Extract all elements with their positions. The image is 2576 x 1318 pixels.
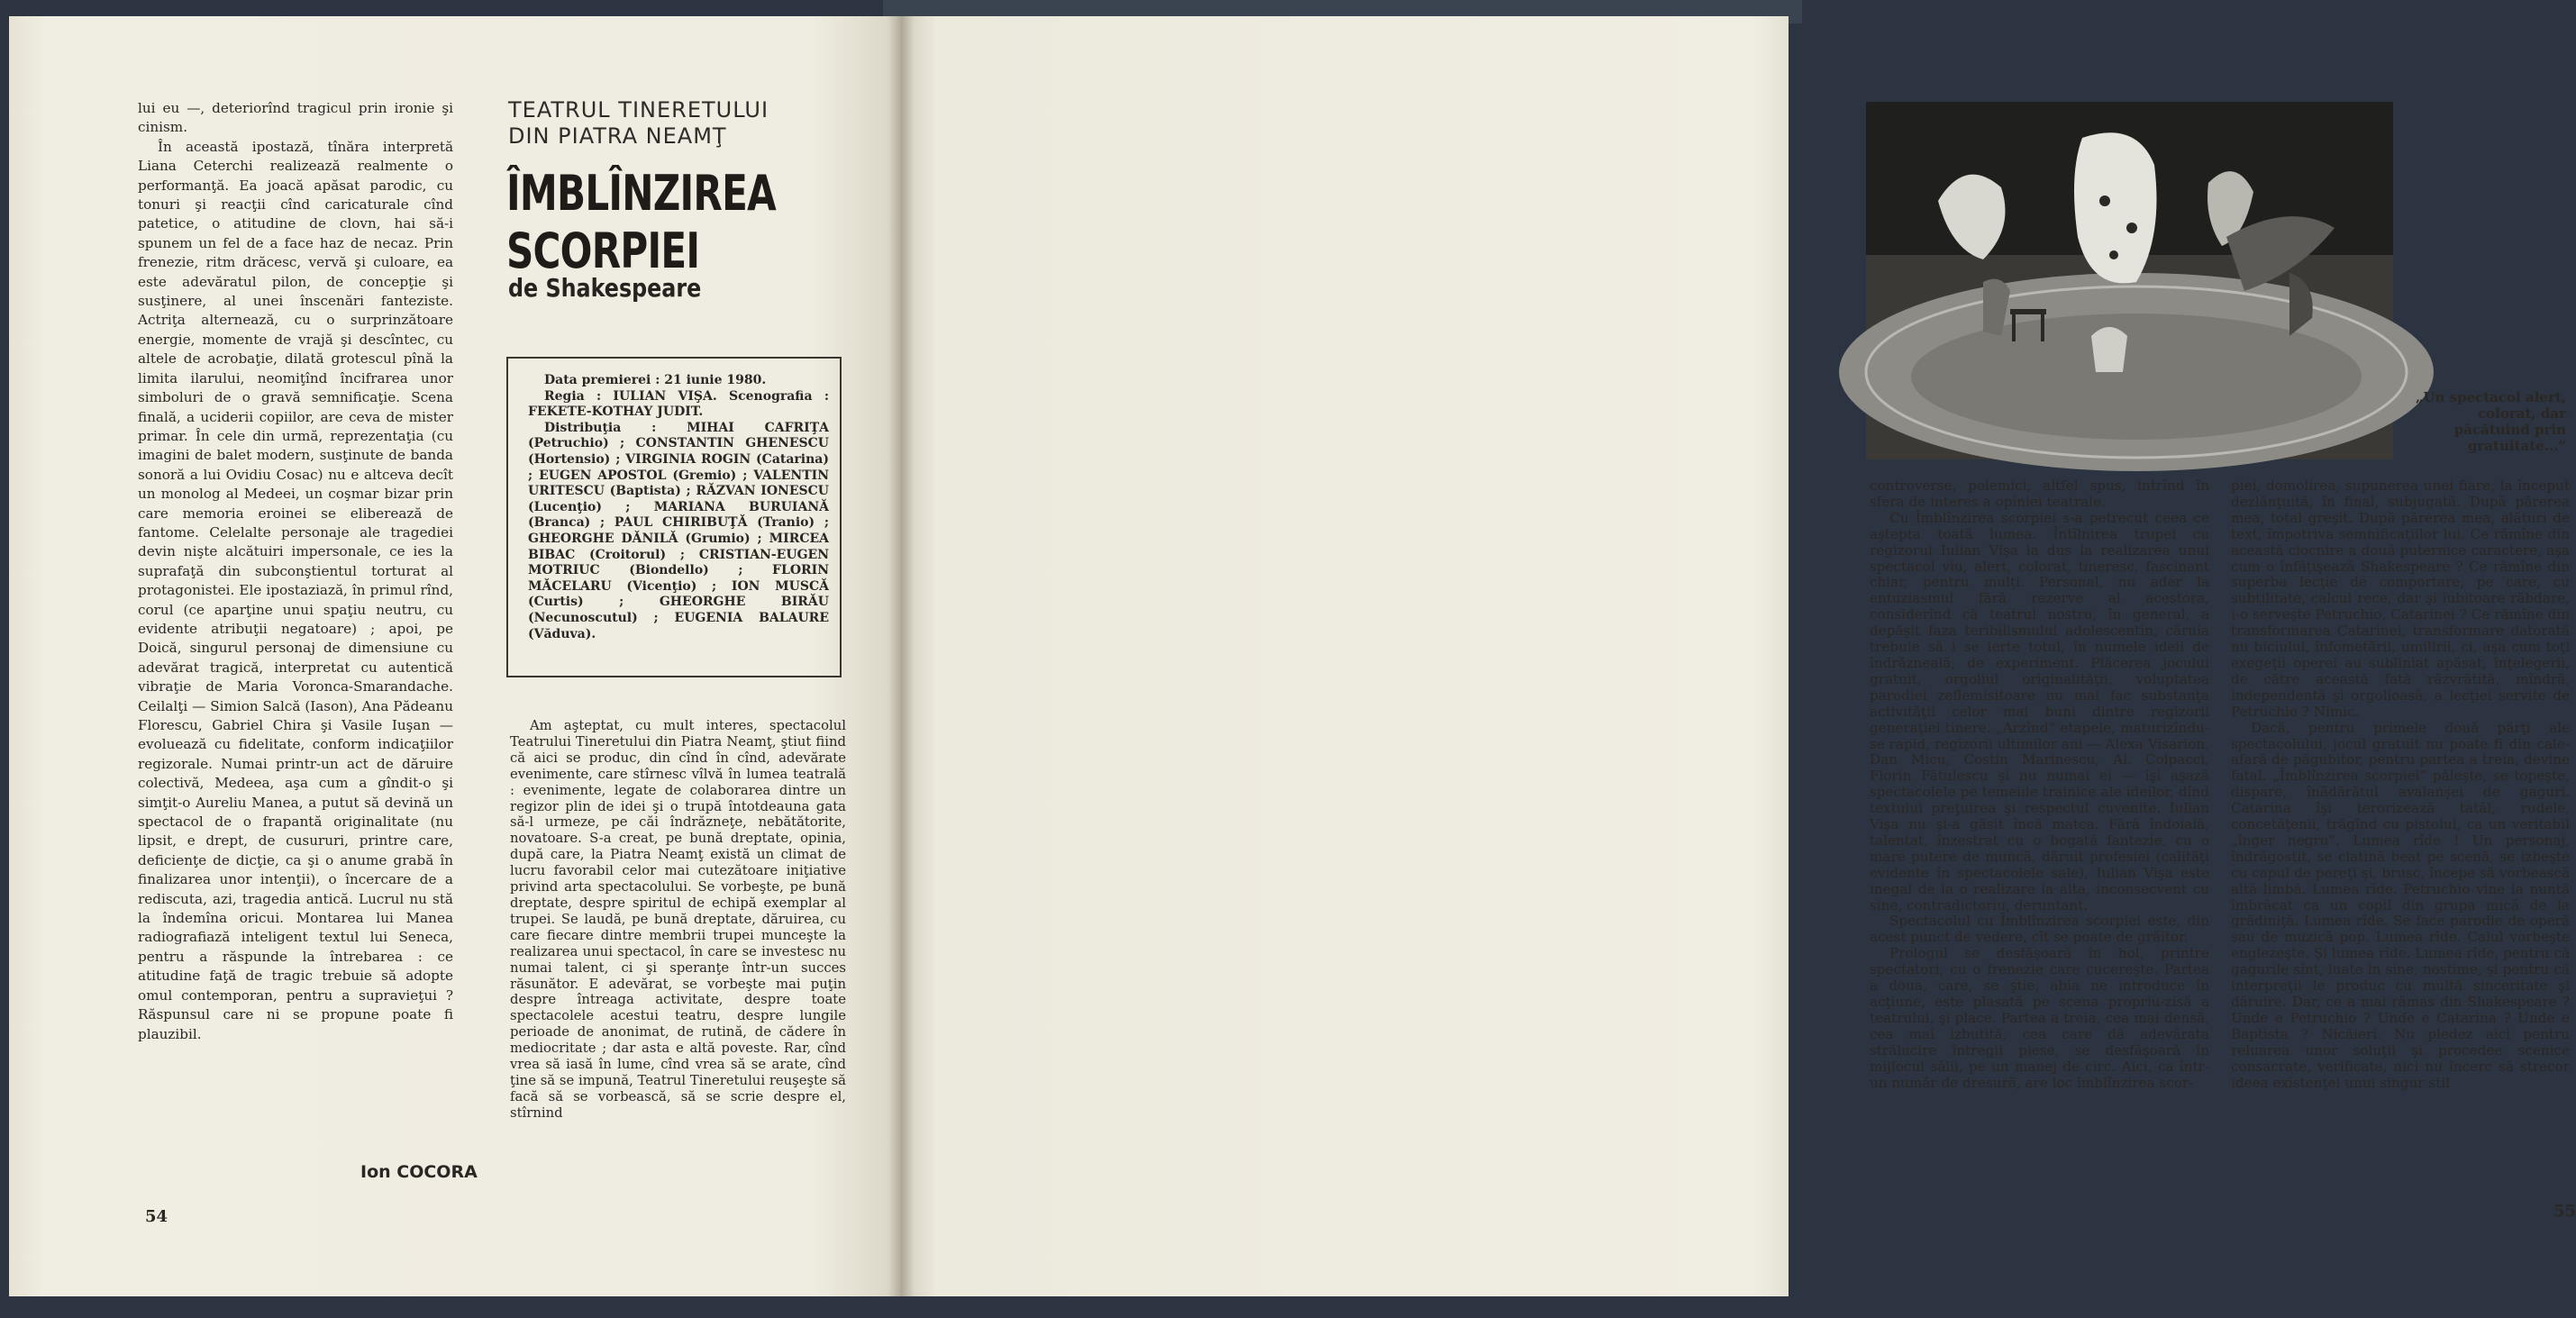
paragraph: controverse, polemici, altfel spus, intrînd în sfera de interes a opiniei teatrale. <box>1870 477 2209 510</box>
paragraph: Prologul se desfăşoară în hol, printre spectatori, cu o frenezie care cucereşte. Partea a doua, care, se ştie, abia ne introduce în acţiune, este plasată pe scena propriu-zisă a teatrului, şi place. Partea a treia, cea mai densă, cea mai izbutită, cea care dă adevărata strălucire întregii piese, se desfăşoară în mijlocul sălii, pe un manej de circ. Aici, ca într-un număr de dresură, are loc îmblînzirea scor- <box>1870 945 2209 1091</box>
paragraph: lui eu —, deteriorînd tragicul prin ironie şi cinism. <box>138 100 453 136</box>
theatre-name <box>508 97 778 150</box>
paragraph: Dacă, pentru primele două părţi ale spectacolului, jocul gratuit nu poate fi din cale-afară de păgubitor, pentru partea a treia, devine fatal. „Îmblînzirea scorpiei“ păleşte, se topeşte, dispare, înădărătul avalanşei de gaguri. Catarina îşi terorizează tatăl, rudele, concetăţenii, trăgînd cu pistolul, ca un veritabil „înger negru“. Lumea rîde ! Un personaj, îndrăgostit, se clatină beat pe scenă, se izbeşte cu capul de pereţi şi, brusc, începe să vorbească altă limbă. Lumea rîde. Petruchio vine la nuntă îmbrăcat ca un copil din grupa mică de la grădiniţă. Lumea rîde. Se face parodie de operă sau de muzică pop. Lumea rîde. Calul vorbeşte englezeşte. Şi lumea rîde. Lumea rîde, pentru că gagurile sînt, luate în sine, nostime, şi pentru că interpreţii le produc cu multă sinceritate şi dăruire. Dar, ce a mai rămas din Shakespeare ? Unde e Petruchio ? Unde e Catarina ? Unde e Baptista ? Nicăieri. Nu pledez aici pentru reluarea unor soluţii şi procedee scenice consacrate, verificate, nici nu încerc să strecor ideea existenţei unui singur stil <box>2231 719 2570 1091</box>
paragraph: Spectacolul cu Îmblînzirea scorpiei este, din acest punct de vedere, cît se poate de grăitor. <box>1870 913 2209 946</box>
paragraph: piei, domolirea, supunerea unei fiare, la început dezlănţuită, în final, subjugată. După părerea mea, total greşit. După părerea mea, alături de text, împotriva semnificaţiilor lui. Ce rămîne din această ciocnire a două puternice caractere, aşa cum o înfăţişează Shakespeare ? Ce rămîne din superba lecţie de comportare, pe care, cu subtilitate, calcul rece, dar şi iubitoare răbdare, i-o serveşte Petruchio, Catarinei ? Ce rămîne din transformarea Catarinei, transformare datorată nu biciului, înfometării, umilirii, ci, aşa cum toţi exegeţii operei au subliniat apăsat, înţelegerii, de către această fată răzvrătită, mîndră, independentă şi orgolioasă, a lecţiei servite de Petruchio ? Nimic. <box>2231 477 2570 720</box>
play-author: de Shakespeare <box>508 273 702 303</box>
direction-credits: Regia : IULIAN VIŞA. Scenografia : FEKETE-KOTHAY JUDIT. <box>528 388 829 420</box>
paragraph: Am aşteptat, cu mult interes, spectacolul Teatrului Tineretului din Piatra Neamţ, ştiut fiind că aici se produc, din cînd în cînd, adevărate evenimente, care stîrnesc vîlvă în lumea teatrală : evenimente, legate de colaborarea dintre un regizor plin de idei şi o trupă întotdeauna gata să-l urmeze, pe căi îndrăzneţe, nebătătorite, novatoare. S-a creat, pe bună dreptate, opinia, după care, la Piatra Neamţ există un climat de lucru favorabil celor mai cutezătoare iniţiative privind arta spectacolului. Se vorbeşte, pe bună dreptate, despre spiritul de echipă exemplar al trupei. Se laudă, pe bună dreptate, dăruirea, cu care fiecare dintre membrii trupei munceşte la realizarea unui spectacol, în care se investesc nu numai talent, ci şi speranţe într-un succes răsunător. E adevărat, se vorbeşte mai puţin despre întreaga activitate, despre toate spectacolele acestui teatru, despre lungile perioade de anonimat, de rutină, de cădere în mediocritate ; dar asta e altă poveste. Rar, cînd vrea să iasă în lume, cînd vrea să se arate, cînd ţine să se impună, Teatrul Tineretului reuşeşte să facă să se vorbească, să se scrie despre el, stîrnind <box>510 718 846 1121</box>
article-column-3 <box>1870 478 2209 1091</box>
article-column-2 <box>510 718 846 1122</box>
page-number-right: 55 <box>2553 1202 2576 1221</box>
stage-photo <box>1866 102 2393 459</box>
paragraph: În această ipostază, tînăra interpretă Liana Ceterchi realizează realmente o performanţă. Ea joacă apăsat parodic, cu tonuri şi reacţii cînd caricaturale cînd patetice, o atitudine de clovn, hai să-i spunem un fel de a face haz de necaz. Prin frenezie, ritm drăcesc, vervă şi culoare, ea este adevăratul pilon, de concepţie şi susţinere, al unei înscenări fanteziste. Actriţa alternează, cu o surprinzătoare energie, momente de vrajă şi descîntec, cu altele de acrobaţie, dilată grotescul pînă la limita ilarului, neomiţînd încifrarea unor simboluri de o gravă semnificaţie. Scena finală, a uciderii copiilor, are ceva de mister primar. În cele din urmă, reprezentaţia (cu imagini de balet modern, susţinute de banda sonoră a lui Ovidiu Cosac) nu e altceva decît un monolog al Medeei, un coşmar bizar prin care memoria eroinei se eliberează de fantome. Celelalte personaje ale tragediei devin nişte alcătuiri impersonale, ce ies la suprafaţă din subconştientul torturat al protagonistei. Ele ipostaziază, în primul rînd, corul (ce aparţine unui spaţiu neutru, cu evidente atribuţii negatoare) ; apoi, pe Doică, singurul personaj de dimensiune cu adevărat tragică, interpretat cu autentică vibraţie de Maria Voronca-Smarandache. Ceilalţi — Simion Salcă (Iason), Ana Pădeanu Florescu, Gabriel Chira şi Vasile Iuşan — evoluează cu fidelitate, conform indicaţiilor regizorale. Numai printr-un act de dăruire colectivă, Medeea, aşa cum a gîndit-o şi simţit-o Aureliu Manea, a putut să devină un spectacol de o frapantă originalitate (nu lipsit, e drept, de cusururi, printre care, deficienţe de dicţie, ca şi o anume grabă în finalizarea unor intenţii), o încercare de a rediscuta, azi, tragedia antică. Lucrul nu stă la îndemîna oricui. Montarea lui Manea radiografiază inteligent textul lui Seneca, pentru a răspunde la întrebarea : ce atitudine faţă de tragic trebuie să adopte omul contemporan, pentru a supravieţui ? Răspunsul care ni se propune poate fi plauzibil. <box>138 138 453 1042</box>
article-column-4 <box>2231 478 2570 1091</box>
left-page <box>9 16 901 1296</box>
theatre-name-line: DIN PIATRA NEAMŢ <box>508 123 727 149</box>
article-column-1 <box>138 99 453 1044</box>
photo-caption: „Un spectacol alert, colorat, dar păcătuind prin gratuitate...“ <box>2415 389 2566 454</box>
play-title-line: ÎMBLÎNZIREA <box>506 165 776 222</box>
right-page <box>901 16 2576 1296</box>
page-number-left: 54 <box>145 1207 168 1226</box>
theatre-name-line: TEATRUL TINERETULUI <box>508 97 769 123</box>
credits-box <box>506 357 842 677</box>
cast-list: Distribuţia : MIHAI CAFRIŢA (Petruchio) ; CONSTANTIN GHENESCU (Hortensio) ; VIRGINIA ROGIN (Catarina) ; EUGEN APOSTOL (Gremio) ; VALENTIN URITESCU (Baptista) ; RĂZVAN IONESCU (Lucenţio) ; MARIANA BURUIANĂ (Branca) ; PAUL CHIRIBUŢĂ (Tranio) ; GHEORGHE DĂNILĂ (Grumio) ; MIRCEA BIBAC (Croitorul) ; CRISTIAN-EUGEN MOTRIUC (Biondello) ; FLORIN MĂCELARU (Vicenţio) ; ION MUSCĂ (Curtis) ; GHEORGHE BIRĂU (Necunoscutul) ; EUGENIA BALAURE (Văduva). <box>528 420 829 641</box>
book-gutter <box>887 16 915 1296</box>
play-title <box>506 165 776 280</box>
paragraph: Cu Îmblînzirea scorpiei s-a petrecut ceea ce aştepta toată lumea. Întîlnirea trupei cu regizorul Iulian Vişa la dus la realizarea unui spectacol viu, alert, colorat, tineresc, fascinant chiar, pentru mulţi. Personal, nu ader la entuziasmul fără rezerve al acestora, considerînd că teatrul nostru, în general, a depăşit faza teribilismului adolescentin, căruia trebuie să i se ierte totul, în numele ideii de îndrăzneală, de experiment. Plăcerea jocului gratuit, orgoliul originalităţii, voluptatea parodiei zeflemisitoare nu mai fac substanţa activităţii celor mai buni dintre regizorii generaţiei tinere. „Arzînd“ etapele, maturizîndu-se rapid, regizorii ultimilor ani — Alexa Visarion, Dan Micu, Costin Marinescu, Al. Colpacci, Florin Fătulescu şi nu numai ei — îşi aşază spectacolele pe temeiile trainice ale ideilor, dînd textului preţuirea şi respectul cuvenite. Iulian Vişa nu şi-a găsit încă matca. Fără îndoială, talentat, înzestrat cu o bogată fantezie, cu o mare putere de muncă, dăruit profesiei (calităţi evidente în spectacolele sale), Iulian Vişa este inegal de la o realizare la alta, inconsecvent cu sine, contradictoriu, deruntant. <box>1870 509 2209 914</box>
play-title-line: SCORPIEI <box>506 223 700 279</box>
author-signature: Ion COCORA <box>360 1162 478 1182</box>
premiere-date: Data premierei : 21 iunie 1980. <box>544 373 767 387</box>
